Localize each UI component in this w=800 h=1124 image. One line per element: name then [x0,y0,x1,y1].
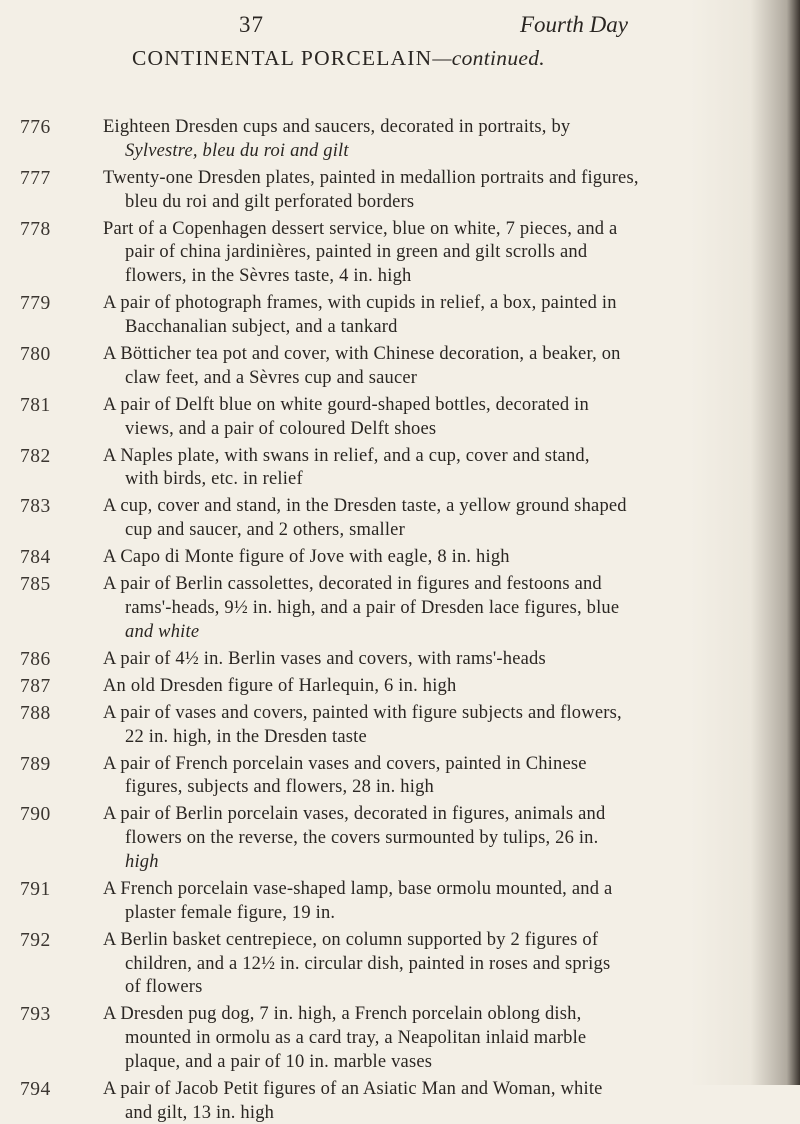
lot-description-line: children, and a 12½ in. circular dish, painted in roses and sprigs [125,953,611,974]
page-header [0,12,800,82]
lot-description-line: plaster female figure, 19 in. [125,902,336,923]
lot-number: 788 [20,702,51,724]
lot-description-line: Sylvestre, bleu du roi and gilt [125,140,349,161]
lot-description-line: pair of china jardinières, painted in green and gilt scrolls and [125,242,588,263]
lot-number: 779 [20,293,51,315]
lot-number: 793 [20,1004,51,1026]
lot-description-line: high [125,851,159,872]
lot-description-line: A pair of photograph frames, with cupids in relief, a box, painted in [103,293,617,314]
section-title-continued: —continued. [432,46,545,70]
lot-description-line: rams'-heads, 9½ in. high, and a pair of Dresden lace figures, blue [125,597,620,618]
section-title-main: CONTINENTAL PORCELAIN [132,46,433,70]
lot-number: 786 [20,648,51,670]
lot-description-line: Twenty-one Dresden plates, painted in medallion portraits and figures, [103,167,639,188]
lot-description-line: flowers, in the Sèvres taste, 4 in. high [125,266,412,287]
lot-description-line: flowers on the reverse, the covers surmounted by tulips, 26 in. [125,828,599,849]
lot-description-line: A Bötticher tea pot and cover, with Chinese decoration, a beaker, on [103,344,621,364]
lot-description-line: A pair of Jacob Petit figures of an Asiatic Man and Woman, white [103,1079,603,1099]
lot-number: 781 [20,394,51,416]
lot-description-line: bleu du roi and gilt perforated borders [125,191,415,212]
lot-description-line: A French porcelain vase-shaped lamp, base ormolu mounted, and a [103,879,613,899]
lot-description-line: views, and a pair of coloured Delft shoes [125,418,437,439]
lot-description-line: and gilt, 13 in. high [125,1102,275,1123]
lot-description-line: plaque, and a pair of 10 in. marble vases [125,1051,433,1072]
lot-description-line: A pair of Berlin porcelain vases, decorated in figures, animals and [103,804,606,825]
lot-description-line: of flowers [125,977,203,998]
lot-description-line: cup and saucer, and 2 others, smaller [125,520,405,541]
lot-number: 789 [20,753,51,775]
lot-description-line: A pair of Delft blue on white gourd-shaped bottles, decorated in [103,394,589,415]
lot-number: 794 [20,1079,51,1100]
lot-description-line: claw feet, and a Sèvres cup and saucer [125,367,418,388]
lot-number: 780 [20,344,51,365]
lot-description-line: figures, subjects and flowers, 28 in. high [125,777,434,798]
lot-number: 783 [20,496,51,518]
lot-number: 778 [20,218,51,240]
lot-description-line: A Berlin basket centrepiece, on column supported by 2 figures of [103,929,599,950]
lot-description-line: and white [125,621,200,642]
page-edge-shadow [690,0,800,1085]
sale-day: Fourth Day [520,12,628,37]
lot-description-line: A pair of 4½ in. Berlin vases and covers, with rams'-heads [103,648,546,669]
lot-description-line: A pair of French porcelain vases and covers, painted in Chinese [103,753,587,774]
lot-description-line: A pair of vases and covers, painted with figure subjects and flowers, [103,702,622,723]
lot-number: 777 [20,167,51,189]
page-number: 37 [239,12,264,37]
lot-number: 776 [20,117,51,138]
lot-description-line: A cup, cover and stand, in the Dresden taste, a yellow ground shaped [103,496,627,517]
lot-description-line: A pair of Berlin cassolettes, decorated in figures and festoons and [103,574,602,595]
lot-description-line: with birds, etc. in relief [125,469,303,490]
lot-number: 782 [20,445,51,467]
section-title [132,46,545,71]
lot-description-line: mounted in ormolu as a card tray, a Neapolitan inlaid marble [125,1028,587,1049]
lot-number: 787 [20,675,51,697]
lot-number: 792 [20,929,51,951]
lot-number: 784 [20,547,51,569]
lot-number: 785 [20,574,51,596]
lot-description-line: A Naples plate, with swans in relief, and a cup, cover and stand, [103,445,590,466]
lot-description-line: An old Dresden figure of Harlequin, 6 in. high [103,675,457,696]
lot-description-line: 22 in. high, in the Dresden taste [125,726,367,747]
lot-description-line: A Dresden pug dog, 7 in. high, a French porcelain oblong dish, [103,1004,582,1025]
lot-description-line: Eighteen Dresden cups and saucers, decorated in portraits, by [103,117,571,137]
lot-description-line: A Capo di Monte figure of Jove with eagle, 8 in. high [103,547,510,568]
lot-number: 791 [20,879,51,900]
lot-number: 790 [20,804,51,826]
lot-description-line: Bacchanalian subject, and a tankard [125,316,398,337]
lot-description-line: Part of a Copenhagen dessert service, blue on white, 7 pieces, and a [103,218,618,239]
